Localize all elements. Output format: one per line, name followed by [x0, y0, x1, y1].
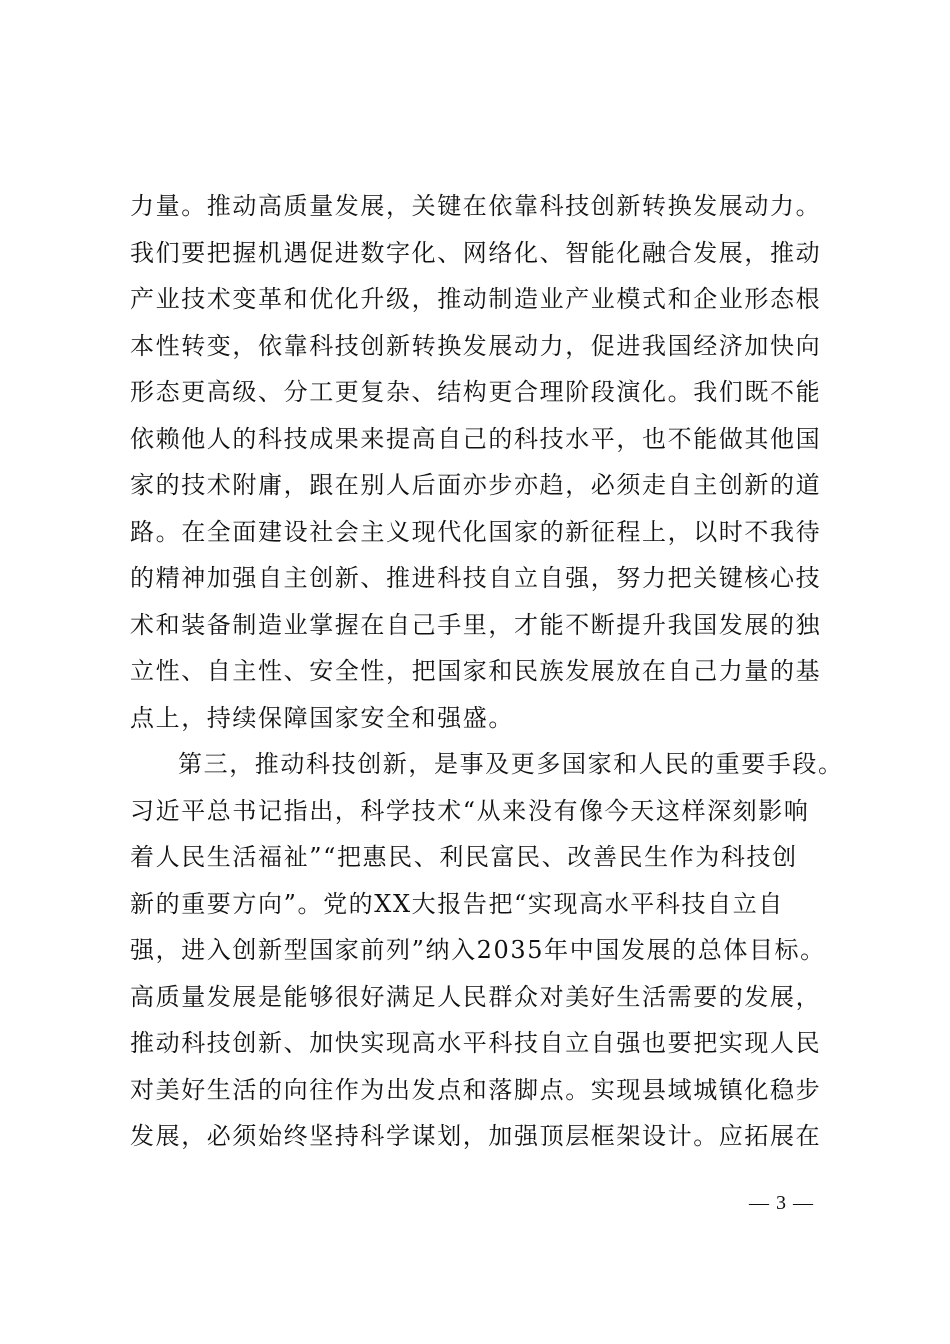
- text-line: 高质量发展是能够很好满足人民群众对美好生活需要的发展，: [130, 982, 822, 1011]
- text-line: 路。在全面建设社会主义现代化国家的新征程上，以时不我待: [130, 517, 822, 546]
- text-line: 点上，持续保障国家安全和强盛。: [130, 703, 514, 732]
- text-line: 习近平总书记指出，科学技术“从来没有像今天这样深刻影响: [130, 796, 810, 825]
- text-line: 的精神加强自主创新、推进科技自立自强，努力把关键核心技: [130, 564, 822, 592]
- text-line: 本性转变，依靠科技创新转换发展动力，促进我国经济加快向: [130, 331, 822, 360]
- text-line: 立性、自主性、安全性，把国家和民族发展放在自己力量的基: [130, 657, 822, 685]
- paragraph-start-line: 第三，推动科技创新，是事及更多国家和人民的重要手段。: [178, 750, 844, 778]
- text-line: 我们要把握机遇促进数字化、网络化、智能化融合发展，推动: [130, 238, 822, 267]
- text-line: 发展，必须始终坚持科学谋划，加强顶层框架设计。应拓展在: [130, 1122, 822, 1150]
- text-line: 力量。推动高质量发展，关键在依靠科技创新转换发展动力。: [130, 192, 822, 220]
- text-line: 依赖他人的科技成果来提高自己的科技水平，也不能做其他国: [130, 424, 822, 453]
- text-line: 形态更高级、分工更复杂、结构更合理阶段演化。我们既不能: [130, 378, 822, 406]
- page-number: — 3 —: [749, 1192, 814, 1214]
- text-line: 新的重要方向”。党的XX大报告把“实现高水平科技自立自: [130, 889, 784, 918]
- body-text: [130, 183, 844, 1160]
- text-line: 家的技术附庸，跟在别人后面亦步亦趋，必须走自主创新的道: [130, 471, 822, 499]
- text-line: 着人民生活福祉”“把惠民、利民富民、改善民生作为科技创: [130, 843, 798, 871]
- text-line: 产业技术变革和优化升级，推动制造业产业模式和企业形态根: [130, 285, 822, 313]
- text-line: 强，进入创新型国家前列”纳入2035年中国发展的总体目标。: [130, 936, 826, 964]
- text-line: 对美好生活的向往作为出发点和落脚点。实现县域城镇化稳步: [130, 1075, 822, 1104]
- text-line: 术和装备制造业掌握在自己手里，才能不断提升我国发展的独: [130, 610, 822, 639]
- text-line: 推动科技创新、加快实现高水平科技自立自强也要把实现人民: [130, 1029, 822, 1057]
